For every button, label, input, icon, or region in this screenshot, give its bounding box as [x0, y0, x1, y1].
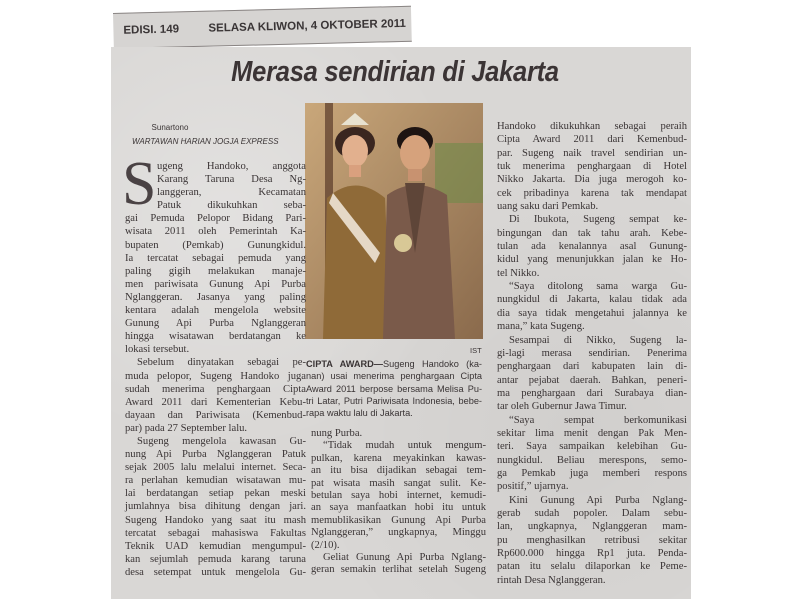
article-text-line: pu menghasilkan retribusi sekitar — [497, 534, 687, 546]
photo-credit: IST — [470, 346, 482, 355]
article-text-line: penghargaan dari kabupaten lain di- — [497, 361, 687, 373]
article-text-line: Award 2011 dari Kementerian Kebu- — [125, 396, 306, 408]
article-text-line: “Saya ditolong sama warga Gu- — [509, 281, 687, 293]
article-text-line: “Tidak mudah untuk mengum- — [323, 440, 486, 452]
article-text-line: nung Api Purba Nglanggeran Patuk — [125, 449, 306, 461]
caption-line: nan) usai menerima penghargaan Cipta — [306, 371, 482, 382]
article-text-line: Patuk dikukuhkan seba- — [157, 200, 306, 212]
article-text-line: bingungan dan tak tahu arah. Kebe- — [497, 227, 687, 239]
caption-line: tri Latar, Putri Pariwisata Indonesia, bebe- — [306, 395, 482, 406]
article-title: Merasa sendirian di Jakarta — [231, 56, 559, 88]
article-text-line: jumlahnya bisa dihitung dengan jari. — [125, 501, 306, 513]
caption-line: rapa waktu lalu di Jakarta. — [306, 408, 413, 419]
author-name: Sunartono — [151, 123, 189, 132]
caption-lead: CIPTA AWARD— — [306, 359, 383, 369]
article-text-line: Sugeng mengelola kawasan Gu- — [137, 435, 306, 447]
article-text-line: (2/10). — [311, 539, 340, 551]
article-text-line: teri. Saya sampaikan kelebihan Gu- — [497, 441, 687, 453]
article-text-line: Handoko dikukuhkan sebagai peraih — [497, 121, 687, 132]
article-text-line: bupaten (Pemkab) Gunungkidul. — [125, 239, 306, 251]
article-text-line: ugeng Handoko, anggota — [157, 161, 306, 172]
edition-date: SELASA KLIWON, 4 OKTOBER 2011 — [208, 17, 406, 35]
article-text-line: geran semakin terlihat setelah Sugeng — [311, 564, 486, 576]
article-text-line: kidul yang menunjukkan jalan ke Ho- — [497, 254, 687, 266]
article-text-line: hingga wisatawan berdatangan ke — [125, 331, 306, 343]
article-text-line: kan sejumlah pemuda karang taruna — [125, 553, 306, 565]
article-text-line: muda pelopor, Sugeng Handoko juga — [125, 370, 306, 382]
article-text-line: nungkidul di Jakarta, kalau tidak ada — [497, 294, 687, 306]
article-text-line: gi-lagi merasa sendirian. Penerima — [497, 347, 687, 359]
article-text-line: Nikko Jakarta. Dia juga merogoh ko- — [497, 174, 687, 186]
article-text-line: mana,” kata Sugeng. — [497, 321, 585, 333]
article-text-line: uang saku dari Pemkab. — [497, 201, 599, 213]
article-text-line: lokasi tersebut. — [125, 344, 190, 356]
article-text-line: rintah Desa Nglanggeran. — [497, 574, 606, 586]
article-text-line: Nglanggeran,” ungkapnya, Minggu — [311, 527, 486, 539]
article-text-line: tulan ada kenalannya asal Gunung- — [497, 241, 687, 253]
edition-number: EDISI. 149 — [123, 23, 180, 37]
article-text-line: sudah menerima penghargaan Cipta — [125, 383, 306, 395]
column-left — [125, 160, 306, 579]
article-text-line: Ia tercatat sebagai pemuda yang — [125, 252, 306, 264]
article-text-line: paling gigih melakukan manaje- — [125, 265, 306, 277]
edition-header-strip — [113, 6, 412, 49]
article-text-line: dayaan dan Pariwisata (Kemenbud- — [125, 409, 306, 421]
article-text-line: par. Sugeng naik travel sendirian un- — [497, 147, 687, 159]
caption-text: Sugeng Handoko (ka- — [382, 359, 482, 369]
article-text-line: Geliat Gunung Api Purba Nglang- — [323, 552, 486, 564]
article-text-line: “Saya sempat berkomunikasi — [509, 414, 687, 426]
article-text-line: Teknik UAD kemudian mengumpul- — [125, 540, 306, 552]
article-text-line: nung Purba. — [311, 428, 363, 439]
article-text-line: desa setempat untuk mengelola Gu- — [125, 566, 306, 578]
column-middle — [311, 428, 486, 577]
article-text-line: betulan saya hobi internet, kemudi- — [311, 490, 486, 502]
article-text-line: langgeran, Kecamatan — [157, 187, 306, 199]
article-text-line: antar pejabat daerah. Bahkan, peneri- — [497, 374, 687, 386]
article-text-line: lan, ungkapnya, Nglanggeran mam- — [497, 521, 687, 533]
article-text-line: dia saya tidak mengetahui jalannya ke — [497, 307, 687, 319]
article-text-line: pulkan, karena meyakinkan kawas- — [311, 452, 486, 464]
article-text-line: lai berdatangan setiap pekan meski — [125, 488, 306, 500]
article-text-line: kentara adalah mengelola website — [125, 305, 306, 317]
article-text-line: sekitar lima menit dengan Pak Men- — [497, 427, 687, 439]
article-text-line: Karang Taruna Desa Ng- — [157, 174, 306, 186]
article-text-line: Di Ibukota, Sugeng sempat ke- — [509, 214, 687, 226]
article-text-line: Nglanggeran. Jasanya yang paling — [125, 291, 306, 303]
article-text-line: ga Pemkab juga memberi respons — [497, 467, 687, 479]
article-text-line: nungkidul. Beliau merespons, semo- — [497, 454, 687, 466]
photo-caption — [306, 358, 484, 419]
article-text-line: men pariwisata Gunung Api Purba — [125, 278, 306, 290]
article-text-line: Sugeng Handoko yang saat itu mash — [125, 514, 306, 526]
article-text-line: par) pada 27 September lalu. — [125, 422, 248, 434]
column-right — [497, 120, 687, 587]
article-text-line: an itu bisa dijadikan sebagai tem- — [311, 465, 486, 477]
article-text-line: ma penghargaan dari Surabaya dian- — [497, 387, 687, 399]
article-text-line: cek pribadinya karena tak mendapat — [497, 187, 687, 199]
article-text-line: gerab sudah popoler. Dalam sebu- — [497, 507, 687, 519]
article-text-line: Rp600.000 hingga Rp1 juta. Penda- — [497, 548, 687, 559]
article-text-line: memublikasikan Gunung Api Purba — [311, 514, 486, 526]
article-text-line: Sesampai di Nikko, Sugeng la- — [509, 334, 687, 346]
article-text-line: gai Pemuda Pelopor Bidang Pari- — [125, 213, 306, 225]
drop-cap: S — [122, 150, 157, 218]
article-text-line: tel Nikko. — [497, 267, 540, 279]
article-text-line: positif,” ujarnya. — [497, 481, 569, 493]
author-role: WARTAWAN HARIAN JOGJA EXPRESS — [132, 137, 279, 146]
article-text-line: an saya manfaatkan hobi itu untuk — [311, 502, 486, 514]
award-photo — [305, 103, 483, 339]
article-text-line: tar oleh Gubernur Jawa Timur. — [497, 401, 627, 413]
caption-line — [306, 358, 484, 370]
article-text-line: pat wisata masih sangat sulit. Ke- — [311, 477, 486, 489]
article-text-line: Cipta Award 2011 dari Kemenbud- — [497, 134, 687, 146]
article-text-line: tercatat sebagai mahasiswa Fakultas — [125, 527, 306, 539]
article-text-line: Gunung Api Purba Nglanggeran — [125, 318, 306, 330]
article-text-line: patan itu selalu dilaporkan ke Peme- — [497, 561, 687, 573]
article-text-line: tuk menerima penghargaan di Hotel — [497, 161, 687, 173]
article-text-line: ra perlahan kemudian wisatawan mu- — [125, 475, 306, 487]
article-text-line: wisata 2011 oleh Pemerintah Ka- — [125, 226, 306, 238]
article-text-line: Kini Gunung Api Purba Nglang- — [509, 494, 687, 506]
article-text-line: sejak 2005 lalu melalui internet. Seca- — [125, 462, 306, 474]
article-text-line: Sebelum dinyatakan sebagai pe- — [137, 357, 306, 369]
caption-line: Award 2011 berpose bersama Melisa Pu- — [306, 383, 482, 394]
